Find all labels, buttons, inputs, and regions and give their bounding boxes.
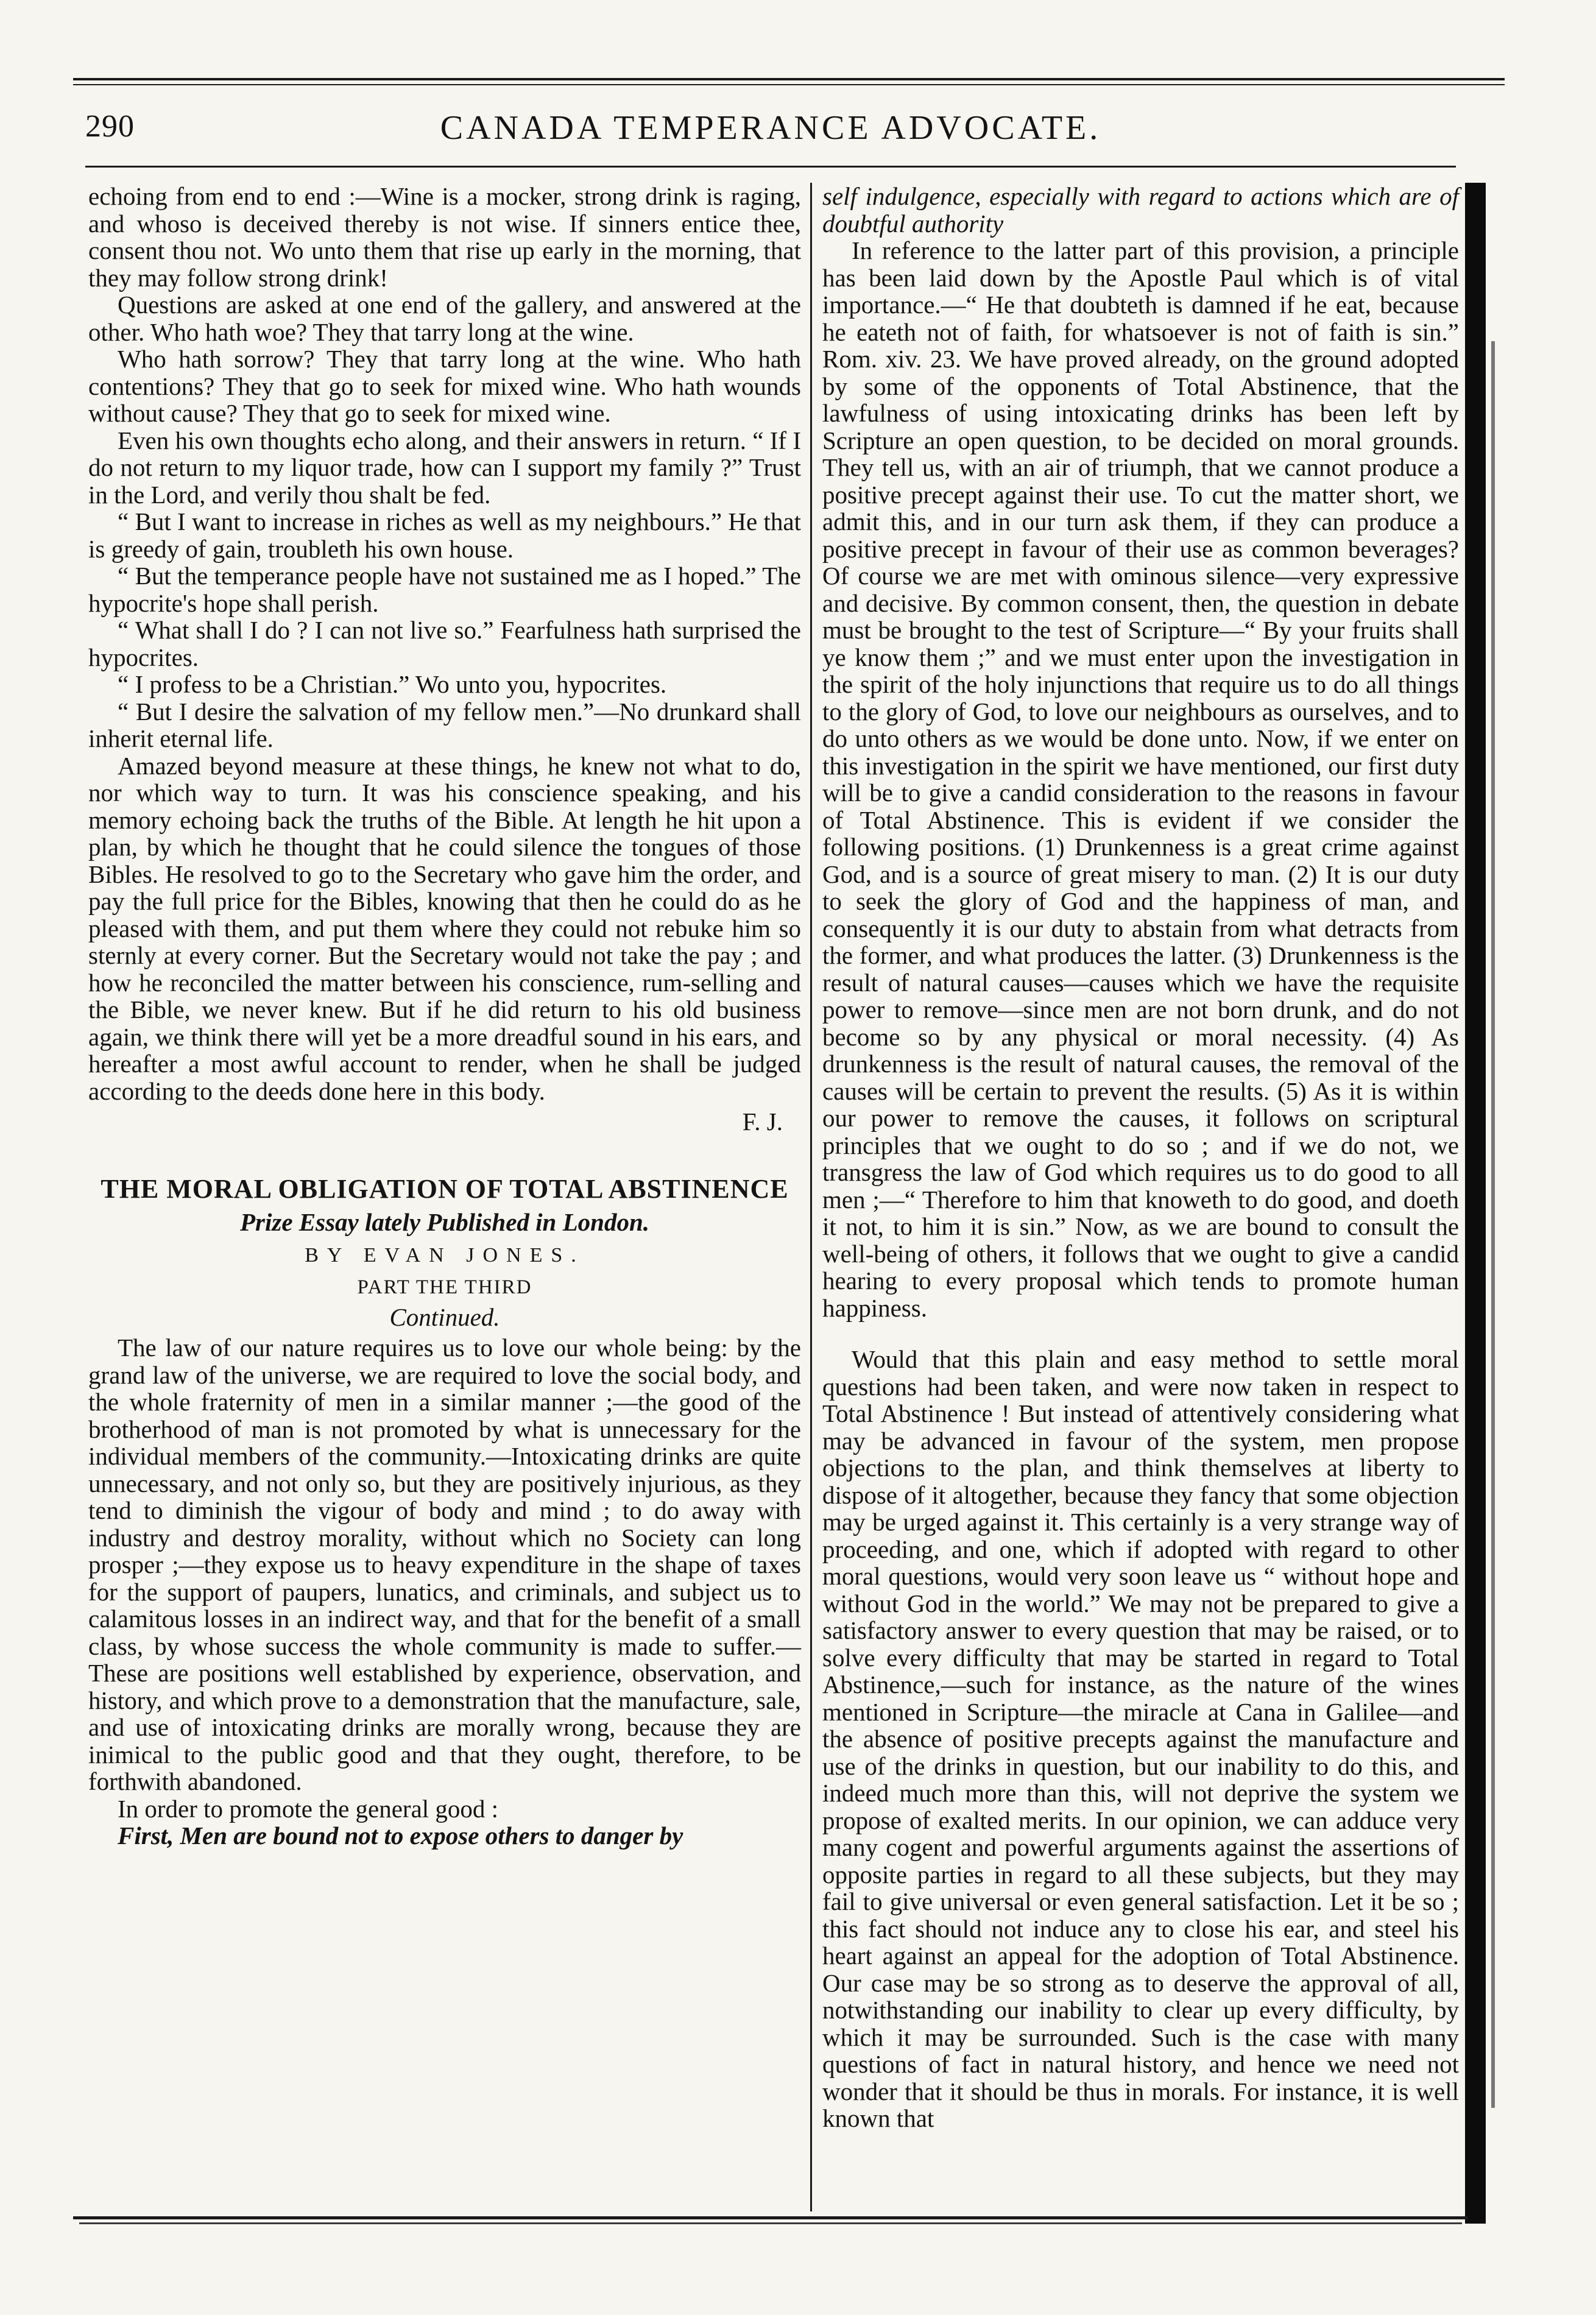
binding-shadow: [1465, 183, 1486, 2224]
left-paragraph: “ What shall I do ? I can not live so.” Fearfulness hath surprised the hypocrites.: [88, 616, 801, 671]
left-paragraph: “ But the temperance people have not sustained me as I hoped.” The hypocrite's hope shall perish.: [88, 562, 801, 617]
header-rule: [85, 166, 1456, 168]
left-paragraph: Even his own thoughts echo along, and their answers in return. “ If I do not return to my liquor trade, how can I support my family ?” Trust in the Lord, and verily thou shalt be fed.: [88, 426, 801, 509]
essay-title: THE MORAL OBLIGATION OF TOTAL ABSTINENCE: [101, 1173, 789, 1204]
bottom-border-rule: [73, 2216, 1468, 2219]
column-divider: [810, 183, 812, 2211]
top-border-rule-thin: [73, 84, 1505, 85]
left-paragraph: “ But I desire the salvation of my fellow men.”—No drunkard shall inherit eternal life.: [88, 697, 801, 752]
left-paragraph: Questions are asked at one end of the gallery, and answered at the other. Who hath woe? They that tarry long at the wine.: [88, 291, 801, 346]
right-column: [822, 183, 1459, 2132]
top-border-rule: [73, 78, 1505, 80]
binding-edge: [1491, 341, 1495, 2108]
essay-paragraph: The law of our nature requires us to love our whole being: by the grand law of the universe, we are required to love the social body, and the whole fraternity of men in a similar manner ;—the good of the brotherhood of man is not promoted by what is unnecessary for the individual members of the community.—Intoxicating drinks are quite unnecessary, and not only so, but they are positively injurious, as they tend to diminish the vigour of body and mind ; to do away with industry and destroy morality, without which no Society can long prosper ;—they expose us to heavy expenditure in the shape of taxes for the support of paupers, lunatics, and criminals, and subject us to calamitous losses in an indirect way, and that for the benefit of a small class, by whose success the whole community is made to suffer.—These are positions well established by experience, observation, and history, and which prove to a demonstration that the manufacture, sale, and use of intoxicating drinks are morally wrong, because they are inimical to the public good and that they ought, therefore, to be forthwith abandoned.: [88, 1334, 801, 1795]
left-paragraph: Amazed beyond measure at these things, he knew not what to do, nor which way to turn. It was his conscience speaking, and his memory echoing back the truths of the Bible. At length he hit upon a plan, by which he thought that he could silence the tongues of those Bibles. He resolved to go to the Secretary who gave him the order, and pay the full price for the Bibles, knowing that then he could do as he pleased with them, and put them where they could not rebuke him so sternly at every corner. But the Secretary would not take the pay ; and how he reconciled the matter between his conscience, rum-selling and the Bible, we never knew. But if he did return to his old business again, we think there will yet be a more dreadful sound in his ears, and hereafter a most awful account to render, when he shall be judged according to the deeds done here in this body.: [88, 751, 801, 1105]
left-column: [88, 183, 801, 1850]
left-paragraph: “ I profess to be a Christian.” Wo unto you, hypocrites.: [118, 670, 667, 698]
essay-author: BY EVAN JONES.: [305, 1243, 585, 1267]
essay-subtitle: Prize Essay lately Published in London.: [240, 1208, 649, 1236]
right-paragraph: In reference to the latter part of this provision, a principle has been laid down by the Apostle Paul which is of vital importance.—“ He that doubteth is damned if he eat, because he eateth not of faith, for whatsoever is not of faith is sin.” Rom. xiv. 23. We have proved already, on the ground adopted by some of the opponents of Total Abstinence, that the lawfulness of using intoxicating drinks has been left by Scripture an open question, to be decided on moral grounds. They tell us, with an air of triumph, that we cannot produce a positive precept against their use. To cut the matter short, we admit this, and in our turn ask them, if they can produce a positive precept in favour of their use as common beverages? Of course we are met with ominous silence—very expressive and decisive. By common consent, then, the question in debate must be brought to the test of Scripture—“ By your fruits shall ye know them ;” and we must enter upon the investigation in the spirit of the holy injunctions that require us to do all things to the glory of God, to love our neighbours as ourselves, and to do unto others as we would be done unto. Now, if we enter on this investigation in the spirit we have mentioned, our first duty will be to give a candid consideration to the reasons in favour of Total Abstinence. This is evident if we consider the following positions. (1) Drunkenness is a great crime against God, and is a source of great misery to man. (2) It is our duty to seek the glory of God and the happiness of man, and consequently it is our duty to abstain from what detracts from the former, and what produces the latter. (3) Drunkenness is the result of natural causes—causes which we have the requisite power to remove—since men are not born drunk, and do not become so by any physical or moral necessity. (4) As drunkenness is the result of natural causes, the removal of the causes will be certain to prevent the results. (5) As it is within our power to remove the causes, it follows on scriptural principles that we ought to do so ; and if we do not, we transgress the law of God which requires us to do good to all men ;—“ Therefore to him that knoweth to do good, and doeth it not, to him it is sin.” Now, as we are bound to consult the well-being of others, it follows that we ought to give a candid hearing to every proposal which tends to promote human happiness.: [822, 236, 1459, 1322]
journal-title: CANADA TEMPERANCE ADVOCATE.: [440, 109, 1101, 147]
signature: F. J.: [742, 1108, 783, 1136]
essay-part: PART THE THIRD: [357, 1276, 532, 1298]
page-number: 290: [85, 109, 135, 144]
left-paragraph: “ But I want to increase in riches as well as my neighbours.” He that is greedy of gain, troubleth his own house.: [88, 507, 801, 563]
page-header: [85, 108, 1456, 163]
right-paragraph: Would that this plain and easy method to settle moral questions had been taken, and were now taken in respect to Total Abstinence ! But instead of attentively considering what may be advanced in favour of the system, men propose objections to the plan, and think themselves at liberty to dispose of it altogether, because they fancy that some objection may be urged against it. This certainly is a very strange way of proceeding, and one, which if adopted with regard to other moral questions, would very soon leave us “ without hope and without God in the world.” We may not be prepared to give a satisfactory answer to every question that may be raised, or to solve every difficulty that may be started in regard to Total Abstinence,—such for instance, as the nature of the wines mentioned in Scripture—the miracle at Cana in Galilee—and the absence of positive precepts against the manufacture and use of the drinks in question, but our inability to do this, and indeed much more than this, will not deprive the system we propose of exalted merits. In our opinion, we can adduce very many cogent and powerful arguments against the assertions of opposite parties in regard to all these subjects, but they may fail to give universal or even general satisfaction. Let it be so ; this fact should not induce any to close his ear, and steel his heart against an appeal for the adoption of Total Abstinence. Our case may be so strong as to deserve the approval of all, notwithstanding our inability to clear up every difficulty, by which it may be surrounded. Such is the case with many questions of fact in natural history, and hence we need not wonder that it should be thus in morals. For instance, it is well known that: [822, 1345, 1459, 2132]
left-paragraph: echoing from end to end :—Wine is a mocker, strong drink is raging, and whoso is deceived thereby is not wise. If sinners entice thee, consent thou not. Wo unto them that rise up early in the morning, that they may follow strong drink!: [88, 182, 801, 292]
bottom-border-rule-thin: [79, 2222, 1462, 2224]
essay-paragraph: In order to promote the general good :: [118, 1794, 499, 1823]
essay-paragraph: First, Men are bound not to expose others to danger by: [118, 1822, 683, 1850]
left-paragraph: Who hath sorrow? They that tarry long at the wine. Who hath contentions? They that go to seek for mixed wine. Who hath wounds without cause? They that go to seek for mixed wine.: [88, 345, 801, 427]
essay-continued: Continued.: [389, 1302, 500, 1331]
right-paragraph: self indulgence, especially with regard to actions which are of doubtful authority: [822, 182, 1459, 238]
